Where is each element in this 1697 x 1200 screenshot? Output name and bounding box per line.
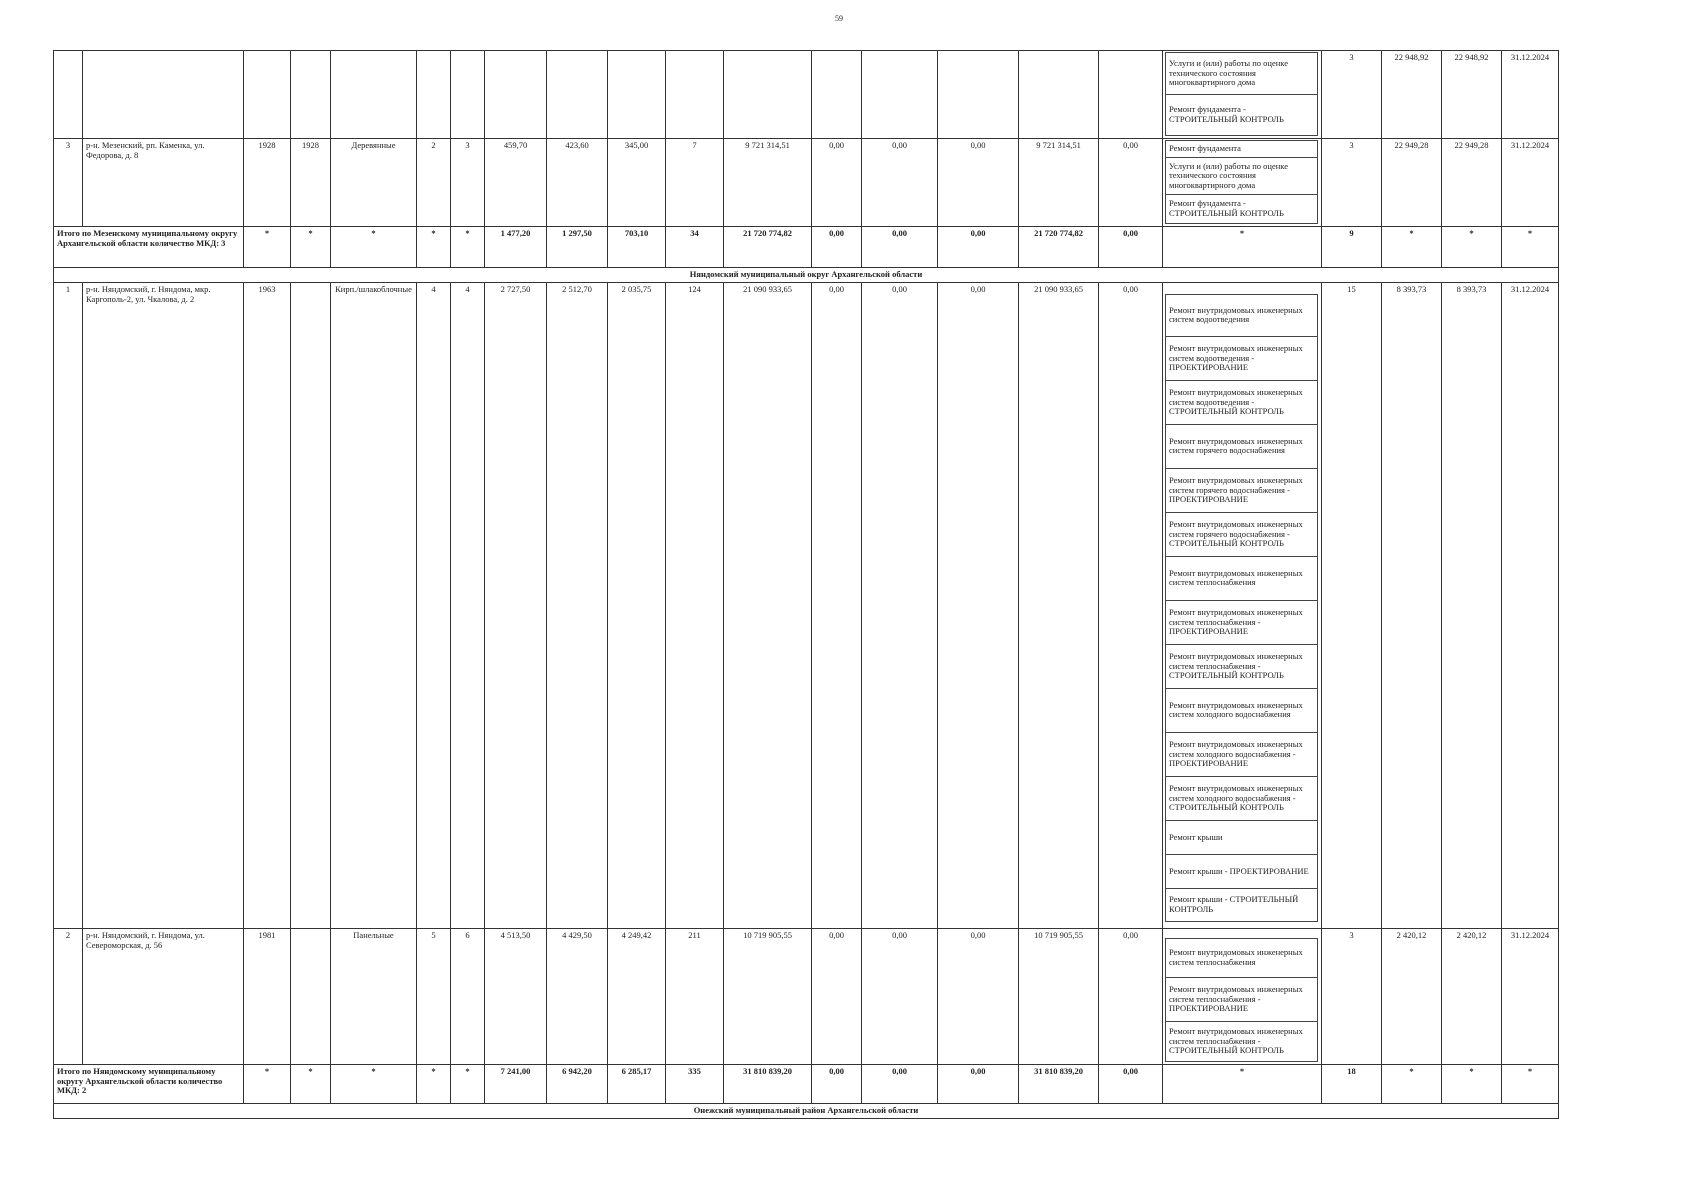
total-dash: * — [1502, 1064, 1559, 1103]
entrances: 4 — [451, 282, 485, 928]
total-area-living: 6 942,20 — [547, 1064, 608, 1103]
list-item: Ремонт фундамента - СТРОИТЕЛЬНЫЙ КОНТРОЛЬ — [1165, 94, 1318, 136]
total-dash: * — [291, 1064, 331, 1103]
list-item: Ремонт крыши - ПРОЕКТИРОВАНИЕ — [1165, 854, 1318, 889]
residents: 211 — [666, 928, 724, 1064]
total-fund-owners: 31 810 839,20 — [1019, 1064, 1099, 1103]
fund-local: 0,00 — [938, 282, 1019, 928]
total-fund-local: 0,00 — [938, 227, 1019, 268]
list-item: Ремонт внутридомовых инженерных систем теплоснабжения - СТРОИТЕЛЬНЫЙ КОНТРОЛЬ — [1165, 644, 1318, 689]
residents: 124 — [666, 282, 724, 928]
list-item: Ремонт внутридомовых инженерных систем теплоснабжения — [1165, 938, 1318, 978]
row-number: 1 — [54, 282, 83, 928]
residents: 7 — [666, 139, 724, 227]
list-item: Ремонт внутридомовых инженерных систем теплоснабжения - ПРОЕКТИРОВАНИЕ — [1165, 600, 1318, 645]
list-item: Ремонт внутридомовых инженерных систем теплоснабжения - СТРОИТЕЛЬНЫЙ КОНТРОЛЬ — [1165, 1021, 1318, 1062]
total-area-owned: 703,10 — [608, 227, 666, 268]
works-count: 3 — [1322, 139, 1382, 227]
max-unit-price: 22 948,92 — [1442, 51, 1502, 139]
list-item: Ремонт внутридомовых инженерных систем горячего водоснабжения - СТРОИТЕЛЬНЫЙ КОНТРОЛЬ — [1165, 512, 1318, 557]
total-fund-federal: 0,00 — [812, 227, 862, 268]
works-cell — [1163, 928, 1322, 1064]
total-works-count: 18 — [1322, 1064, 1382, 1103]
deadline-date: 31.12.2024 — [1502, 139, 1559, 227]
fund-owners: 10 719 905,55 — [1019, 928, 1099, 1064]
area-owned: 2 035,75 — [608, 282, 666, 928]
list-item: Ремонт внутридомовых инженерных систем теплоснабжения — [1165, 556, 1318, 601]
total-fund-other: 0,00 — [1099, 1064, 1163, 1103]
section-header-row — [54, 268, 1559, 283]
total-area-living: 1 297,50 — [547, 227, 608, 268]
wall-material: Деревянные — [331, 139, 417, 227]
unit-price: 8 393,73 — [1382, 282, 1442, 928]
total-cost: 31 810 839,20 — [724, 1064, 812, 1103]
total-dash: * — [1163, 227, 1322, 268]
total-dash: * — [451, 227, 485, 268]
section-title: Няндомский муниципальный округ Архангельской области — [54, 268, 1559, 283]
year-reconstruction: 1928 — [291, 139, 331, 227]
area-owned: 345,00 — [608, 139, 666, 227]
total-row — [54, 1064, 1559, 1103]
total-dash: * — [417, 1064, 451, 1103]
fund-federal: 0,00 — [812, 282, 862, 928]
section-header-row — [54, 1103, 1559, 1118]
total-fund-federal: 0,00 — [812, 1064, 862, 1103]
fund-region: 0,00 — [862, 928, 938, 1064]
fund-region: 0,00 — [862, 282, 938, 928]
page-number: 59 — [835, 14, 843, 23]
total-fund-local: 0,00 — [938, 1064, 1019, 1103]
works-count: 3 — [1322, 928, 1382, 1064]
list-item: Услуги и (или) работы по оценке технического состояния многоквартирного дома — [1165, 157, 1318, 195]
total-fund-region: 0,00 — [862, 1064, 938, 1103]
fund-local: 0,00 — [938, 139, 1019, 227]
area-total: 4 513,50 — [485, 928, 547, 1064]
list-item: Ремонт внутридомовых инженерных систем водоотведения — [1165, 294, 1318, 337]
total-dash: * — [451, 1064, 485, 1103]
address-cell: р-н. Мезенский, рп. Каменка, ул. Федорова, д. 8 — [83, 139, 244, 227]
table-row — [54, 282, 1559, 928]
list-item: Ремонт внутридомовых инженерных систем горячего водоснабжения - ПРОЕКТИРОВАНИЕ — [1165, 468, 1318, 513]
list-item: Ремонт фундамента - СТРОИТЕЛЬНЫЙ КОНТРОЛЬ — [1165, 194, 1318, 224]
fund-other: 0,00 — [1099, 139, 1163, 227]
total-dash: * — [244, 227, 291, 268]
year-built: 1928 — [244, 139, 291, 227]
cost-total: 10 719 905,55 — [724, 928, 812, 1064]
list-item: Ремонт внутридомовых инженерных систем холодного водоснабжения - СТРОИТЕЛЬНЫЙ КОНТРОЛЬ — [1165, 776, 1318, 821]
fund-owners: 9 721 314,51 — [1019, 139, 1099, 227]
works-cell — [1163, 51, 1322, 139]
year-reconstruction — [291, 928, 331, 1064]
year-built: 1963 — [244, 282, 291, 928]
total-dash: * — [417, 227, 451, 268]
works-count: 15 — [1322, 282, 1382, 928]
cost-total: 21 090 933,65 — [724, 282, 812, 928]
total-works-count: 9 — [1322, 227, 1382, 268]
table-row — [54, 51, 1559, 139]
total-residents: 34 — [666, 227, 724, 268]
total-dash: * — [1382, 1064, 1442, 1103]
list-item: Ремонт фундамента — [1165, 140, 1318, 158]
deadline-date: 31.12.2024 — [1502, 928, 1559, 1064]
entrances: 3 — [451, 139, 485, 227]
entrances: 6 — [451, 928, 485, 1064]
wall-material: Панельные — [331, 928, 417, 1064]
address-cell: р-н. Няндомский, г. Няндома, ул. Североморская, д. 56 — [83, 928, 244, 1064]
total-area-owned: 6 285,17 — [608, 1064, 666, 1103]
fund-owners: 21 090 933,65 — [1019, 282, 1099, 928]
total-fund-region: 0,00 — [862, 227, 938, 268]
table-row — [54, 139, 1559, 227]
max-unit-price: 22 949,28 — [1442, 139, 1502, 227]
area-total: 459,70 — [485, 139, 547, 227]
fund-federal: 0,00 — [812, 139, 862, 227]
unit-price: 22 948,92 — [1382, 51, 1442, 139]
capital-repair-table-wrapper — [53, 50, 1558, 1119]
table-row — [54, 928, 1559, 1064]
cost-total: 9 721 314,51 — [724, 139, 812, 227]
unit-price: 2 420,12 — [1382, 928, 1442, 1064]
wall-material: Кирп./шлакоблочные — [331, 282, 417, 928]
works-cell — [1163, 282, 1322, 928]
total-cost: 21 720 774,82 — [724, 227, 812, 268]
list-item: Ремонт крыши — [1165, 820, 1318, 855]
fund-region: 0,00 — [862, 139, 938, 227]
row-number: 3 — [54, 139, 83, 227]
year-reconstruction — [291, 282, 331, 928]
fund-other: 0,00 — [1099, 928, 1163, 1064]
total-dash: * — [331, 1064, 417, 1103]
list-item: Ремонт внутридомовых инженерных систем водоотведения - ПРОЕКТИРОВАНИЕ — [1165, 336, 1318, 381]
year-built: 1981 — [244, 928, 291, 1064]
area-owned: 4 249,42 — [608, 928, 666, 1064]
total-dash: * — [244, 1064, 291, 1103]
total-dash: * — [1442, 227, 1502, 268]
fund-other: 0,00 — [1099, 282, 1163, 928]
total-dash: * — [331, 227, 417, 268]
list-item: Услуги и (или) работы по оценке технического состояния многоквартирного дома — [1165, 52, 1318, 95]
list-item: Ремонт внутридомовых инженерных систем холодного водоснабжения — [1165, 688, 1318, 733]
list-item: Ремонт внутридомовых инженерных систем холодного водоснабжения - ПРОЕКТИРОВАНИЕ — [1165, 732, 1318, 777]
floors: 2 — [417, 139, 451, 227]
total-dash: * — [1442, 1064, 1502, 1103]
list-item: Ремонт внутридомовых инженерных систем водоотведения - СТРОИТЕЛЬНЫЙ КОНТРОЛЬ — [1165, 380, 1318, 425]
fund-local: 0,00 — [938, 928, 1019, 1064]
works-count: 3 — [1322, 51, 1382, 139]
total-dash: * — [1502, 227, 1559, 268]
max-unit-price: 8 393,73 — [1442, 282, 1502, 928]
total-area-total: 7 241,00 — [485, 1064, 547, 1103]
area-total: 2 727,50 — [485, 282, 547, 928]
total-area-total: 1 477,20 — [485, 227, 547, 268]
total-label: Итого по Мезенскому муниципальному округу Архангельской области количество МКД: 3 — [54, 227, 244, 268]
area-living: 423,60 — [547, 139, 608, 227]
total-fund-owners: 21 720 774,82 — [1019, 227, 1099, 268]
list-item: Ремонт внутридомовых инженерных систем теплоснабжения - ПРОЕКТИРОВАНИЕ — [1165, 977, 1318, 1022]
section-title: Онежский муниципальный район Архангельской области — [54, 1103, 1559, 1118]
total-fund-other: 0,00 — [1099, 227, 1163, 268]
area-living: 2 512,70 — [547, 282, 608, 928]
capital-repair-table — [53, 50, 1559, 1119]
max-unit-price: 2 420,12 — [1442, 928, 1502, 1064]
total-label: Итого по Няндомскому муниципальному округу Архангельской области количество МКД: 2 — [54, 1064, 244, 1103]
area-living: 4 429,50 — [547, 928, 608, 1064]
list-item: Ремонт внутридомовых инженерных систем горячего водоснабжения — [1165, 424, 1318, 469]
fund-federal: 0,00 — [812, 928, 862, 1064]
total-dash: * — [1382, 227, 1442, 268]
address-cell: р-н. Няндомский, г. Няндома, мкр. Каргополь-2, ул. Чкалова, д. 2 — [83, 282, 244, 928]
row-number: 2 — [54, 928, 83, 1064]
works-cell — [1163, 139, 1322, 227]
total-residents: 335 — [666, 1064, 724, 1103]
floors: 5 — [417, 928, 451, 1064]
total-row — [54, 227, 1559, 268]
list-item: Ремонт крыши - СТРОИТЕЛЬНЫЙ КОНТРОЛЬ — [1165, 888, 1318, 922]
deadline-date: 31.12.2024 — [1502, 282, 1559, 928]
deadline-date: 31.12.2024 — [1502, 51, 1559, 139]
total-dash: * — [291, 227, 331, 268]
unit-price: 22 949,28 — [1382, 139, 1442, 227]
total-dash: * — [1163, 1064, 1322, 1103]
floors: 4 — [417, 282, 451, 928]
